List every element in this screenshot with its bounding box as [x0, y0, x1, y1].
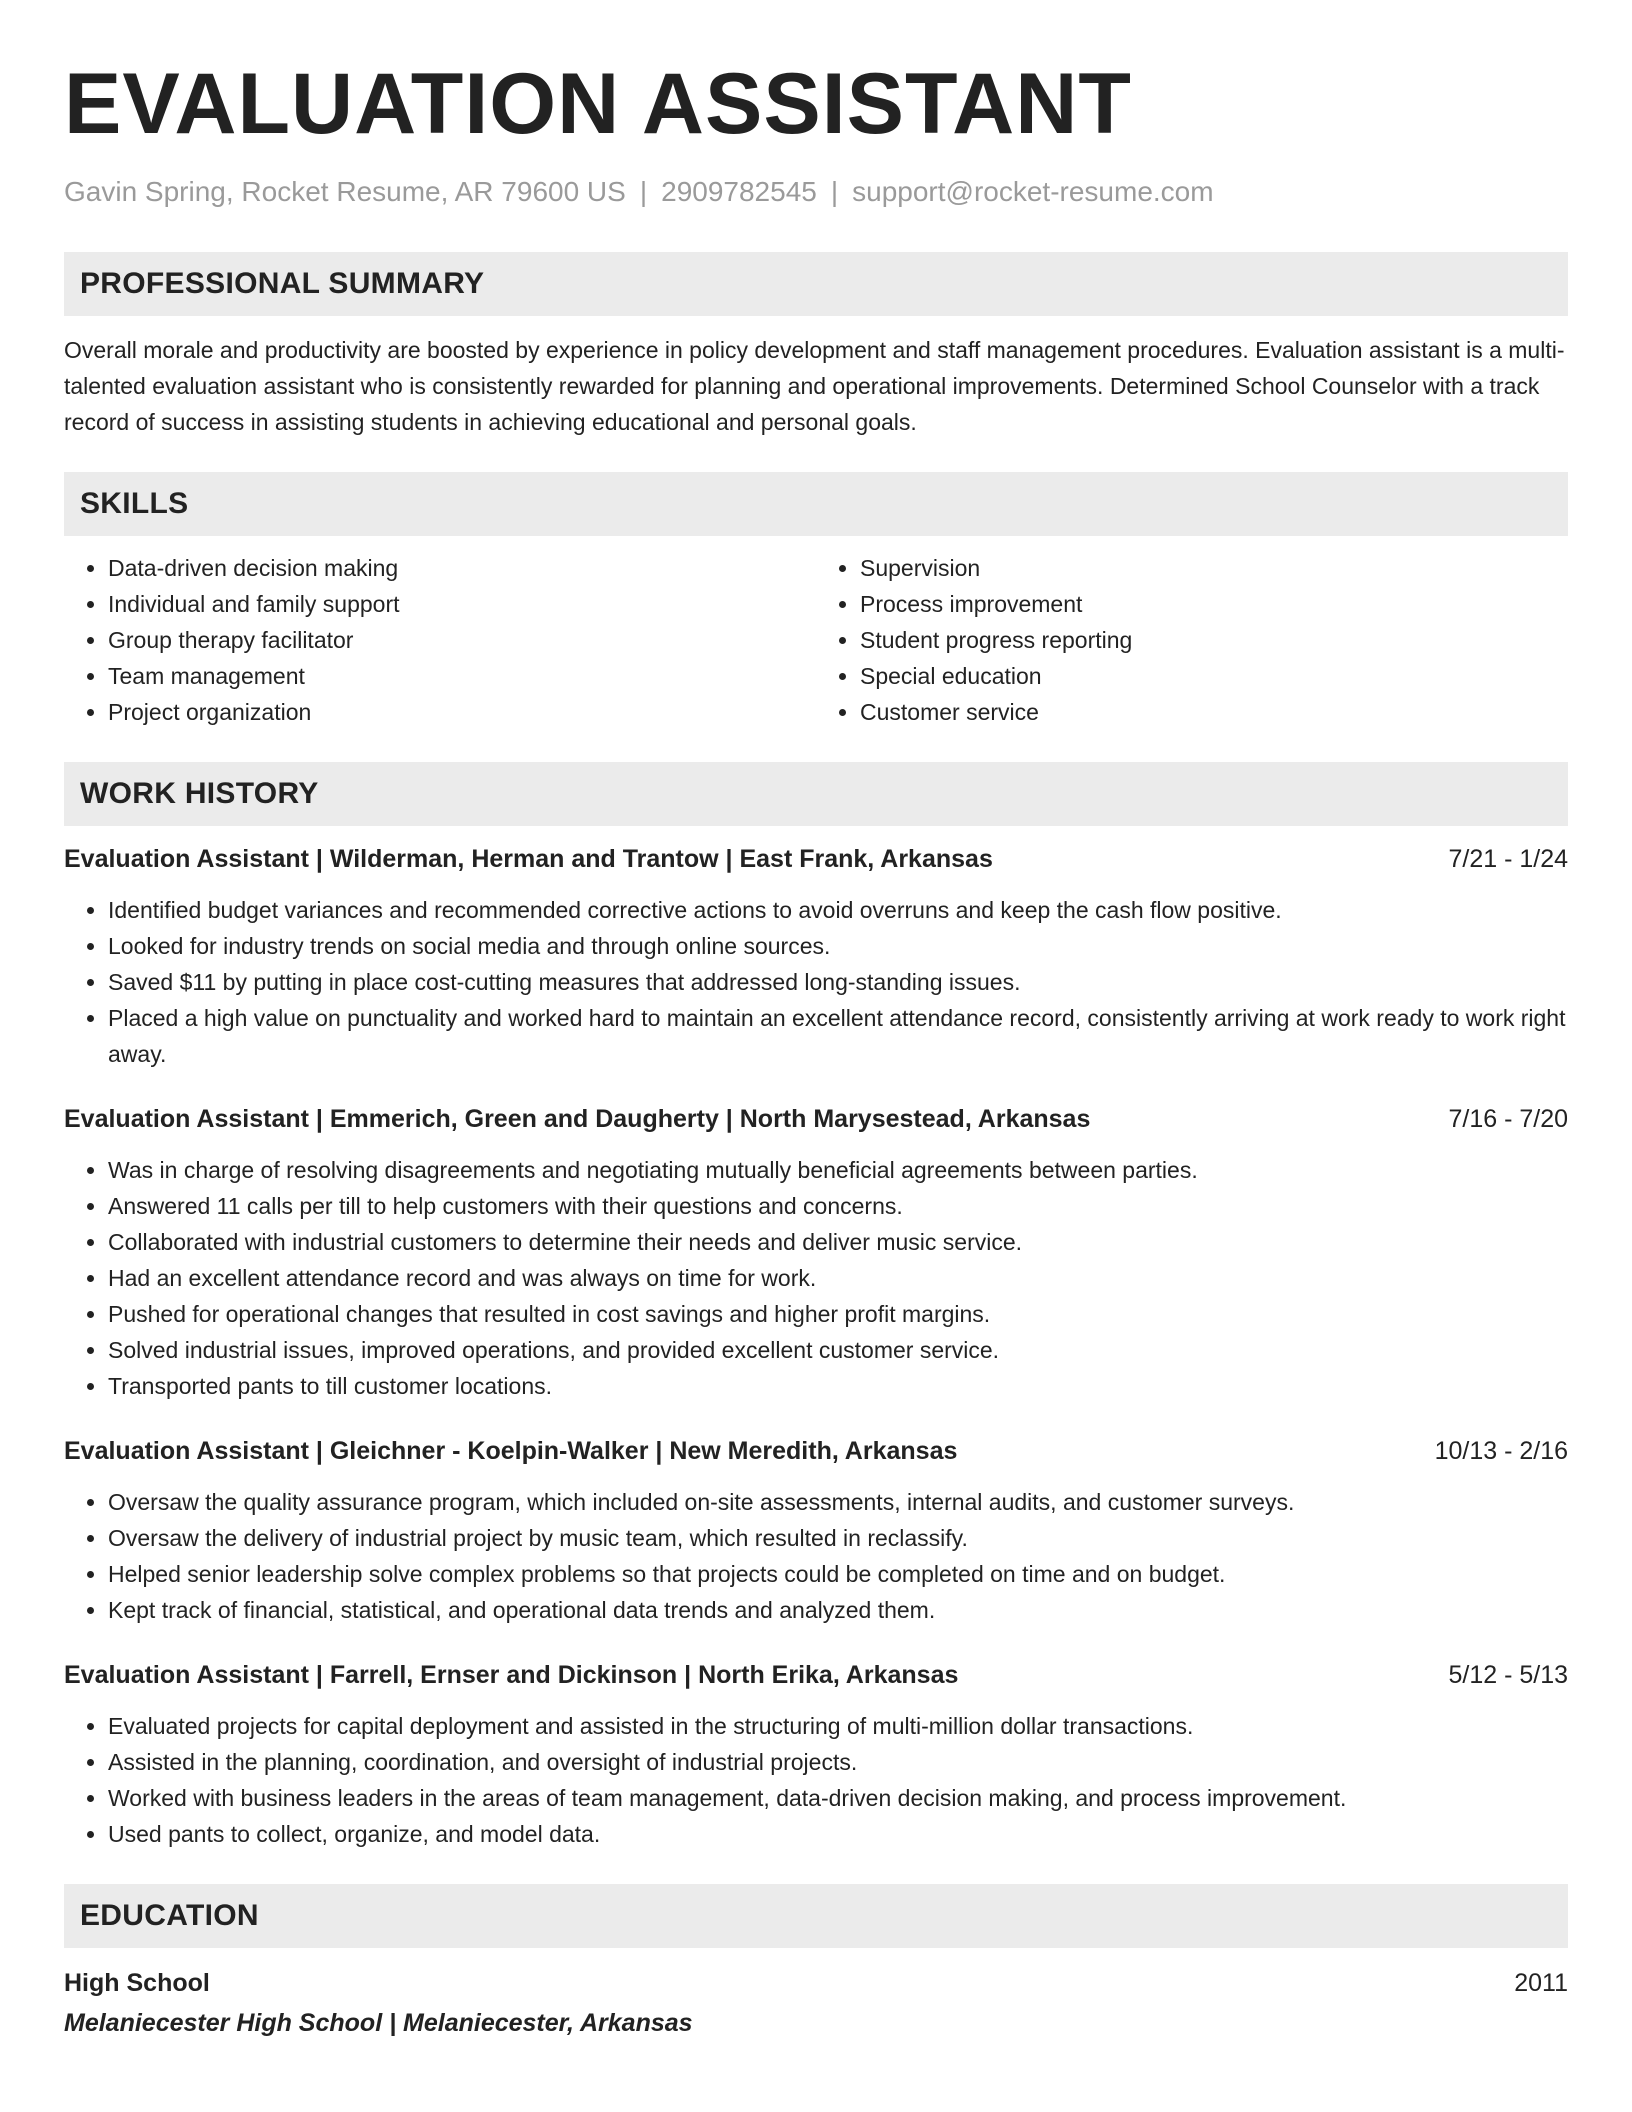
job-bullets	[64, 1484, 1568, 1628]
education-year: 2011	[1514, 1969, 1568, 1997]
contact-line	[64, 174, 1568, 210]
skill-item: • Group therapy facilitator	[108, 622, 816, 658]
contact-email: support@rocket-resume.com	[852, 176, 1214, 207]
skill-item: • Process improvement	[860, 586, 1568, 622]
job-header	[64, 1434, 1568, 1468]
job-bullet: • Had an excellent attendance record and was always on time for work.	[108, 1260, 1568, 1296]
education-entry	[64, 1966, 1568, 2040]
summary-heading: PROFESSIONAL SUMMARY	[64, 252, 1568, 316]
job-dates: 7/21 - 1/24	[1448, 845, 1568, 873]
job-bullet: • Solved industrial issues, improved operations, and provided excellent customer service.	[108, 1332, 1568, 1368]
job-bullets	[64, 1152, 1568, 1404]
job-bullet: • Kept track of financial, statistical, and operational data trends and analyzed them.	[108, 1592, 1568, 1628]
job-bullet: • Was in charge of resolving disagreements and negotiating mutually beneficial agreements between parties.	[108, 1152, 1568, 1188]
job-bullet: • Pushed for operational changes that resulted in cost savings and higher profit margins.	[108, 1296, 1568, 1332]
job-title: Evaluation Assistant | Gleichner - Koelpin-Walker | New Meredith, Arkansas	[64, 1437, 958, 1465]
job-header	[64, 1658, 1568, 1692]
job-bullets	[64, 892, 1568, 1072]
skills-heading: SKILLS	[64, 472, 1568, 536]
job-bullet: • Oversaw the quality assurance program, which included on-site assessments, internal audits, and customer surveys.	[108, 1484, 1568, 1520]
skill-item: • Customer service	[860, 694, 1568, 730]
job-bullet: • Looked for industry trends on social media and through online sources.	[108, 928, 1568, 964]
skill-item: • Project organization	[108, 694, 816, 730]
job-bullet: • Collaborated with industrial customers to determine their needs and deliver music service.	[108, 1224, 1568, 1260]
job-entry	[64, 842, 1568, 1072]
skill-item: • Special education	[860, 658, 1568, 694]
education-header	[64, 1966, 1568, 2000]
skills-column-right	[816, 550, 1568, 730]
work-heading: WORK HISTORY	[64, 762, 1568, 826]
job-entry	[64, 1102, 1568, 1404]
skill-item: • Data-driven decision making	[108, 550, 816, 586]
skills-column-left	[64, 550, 816, 730]
job-bullet: • Transported pants to till customer locations.	[108, 1368, 1568, 1404]
job-bullet: • Worked with business leaders in the areas of team management, data-driven decision making, and process improvement.	[108, 1780, 1568, 1816]
job-title: Evaluation Assistant | Wilderman, Herman and Trantow | East Frank, Arkansas	[64, 845, 993, 873]
job-title: Evaluation Assistant | Emmerich, Green and Daugherty | North Marysestead, Arkansas	[64, 1105, 1091, 1133]
skill-item: • Student progress reporting	[860, 622, 1568, 658]
job-bullet: • Placed a high value on punctuality and worked hard to maintain an excellent attendance record, consistently arriving at work ready to work right away.	[108, 1000, 1568, 1072]
skill-item: • Individual and family support	[108, 586, 816, 622]
job-bullets	[64, 1708, 1568, 1852]
contact-separator: |	[830, 176, 839, 207]
contact-separator: |	[639, 176, 648, 207]
skill-item: • Team management	[108, 658, 816, 694]
job-bullet: • Identified budget variances and recommended corrective actions to avoid overruns and keep the cash flow positive.	[108, 892, 1568, 928]
resume-name: EVALUATION ASSISTANT	[64, 56, 1132, 152]
job-header	[64, 842, 1568, 876]
job-bullet: • Saved $11 by putting in place cost-cutting measures that addressed long-standing issues.	[108, 964, 1568, 1000]
job-bullet: • Evaluated projects for capital deployment and assisted in the structuring of multi-million dollar transactions.	[108, 1708, 1568, 1744]
job-bullet: • Helped senior leadership solve complex problems so that projects could be completed on time and on budget.	[108, 1556, 1568, 1592]
contact-address: Gavin Spring, Rocket Resume, AR 79600 US	[64, 176, 626, 207]
skills-list	[64, 550, 1568, 730]
job-header	[64, 1102, 1568, 1136]
education-heading: EDUCATION	[64, 1884, 1568, 1948]
job-bullet: • Answered 11 calls per till to help customers with their questions and concerns.	[108, 1188, 1568, 1224]
job-title: Evaluation Assistant | Farrell, Ernser and Dickinson | North Erika, Arkansas	[64, 1661, 959, 1689]
skill-item: • Supervision	[860, 550, 1568, 586]
education-degree: High School	[64, 1969, 210, 1997]
education-school: Melaniecester High School | Melaniecester, Arkansas	[64, 2009, 693, 2037]
job-dates: 5/12 - 5/13	[1448, 1661, 1568, 1689]
job-entry	[64, 1658, 1568, 1852]
job-dates: 10/13 - 2/16	[1434, 1437, 1568, 1465]
job-bullet: • Used pants to collect, organize, and model data.	[108, 1816, 1568, 1852]
contact-phone: 2909782545	[661, 176, 817, 207]
summary-text: Overall morale and productivity are boosted by experience in policy development and staff management procedures. Evaluation assistant is a multi-talented evaluation assistant who is consistently rewarded for planning and operational improvements. Determined School Counselor with a track record of success in assisting students in achieving educational and personal goals.	[64, 337, 1565, 435]
job-bullet: • Assisted in the planning, coordination, and oversight of industrial projects.	[108, 1744, 1568, 1780]
job-entry	[64, 1434, 1568, 1628]
job-dates: 7/16 - 7/20	[1448, 1105, 1568, 1133]
job-bullet: • Oversaw the delivery of industrial project by music team, which resulted in reclassify.	[108, 1520, 1568, 1556]
